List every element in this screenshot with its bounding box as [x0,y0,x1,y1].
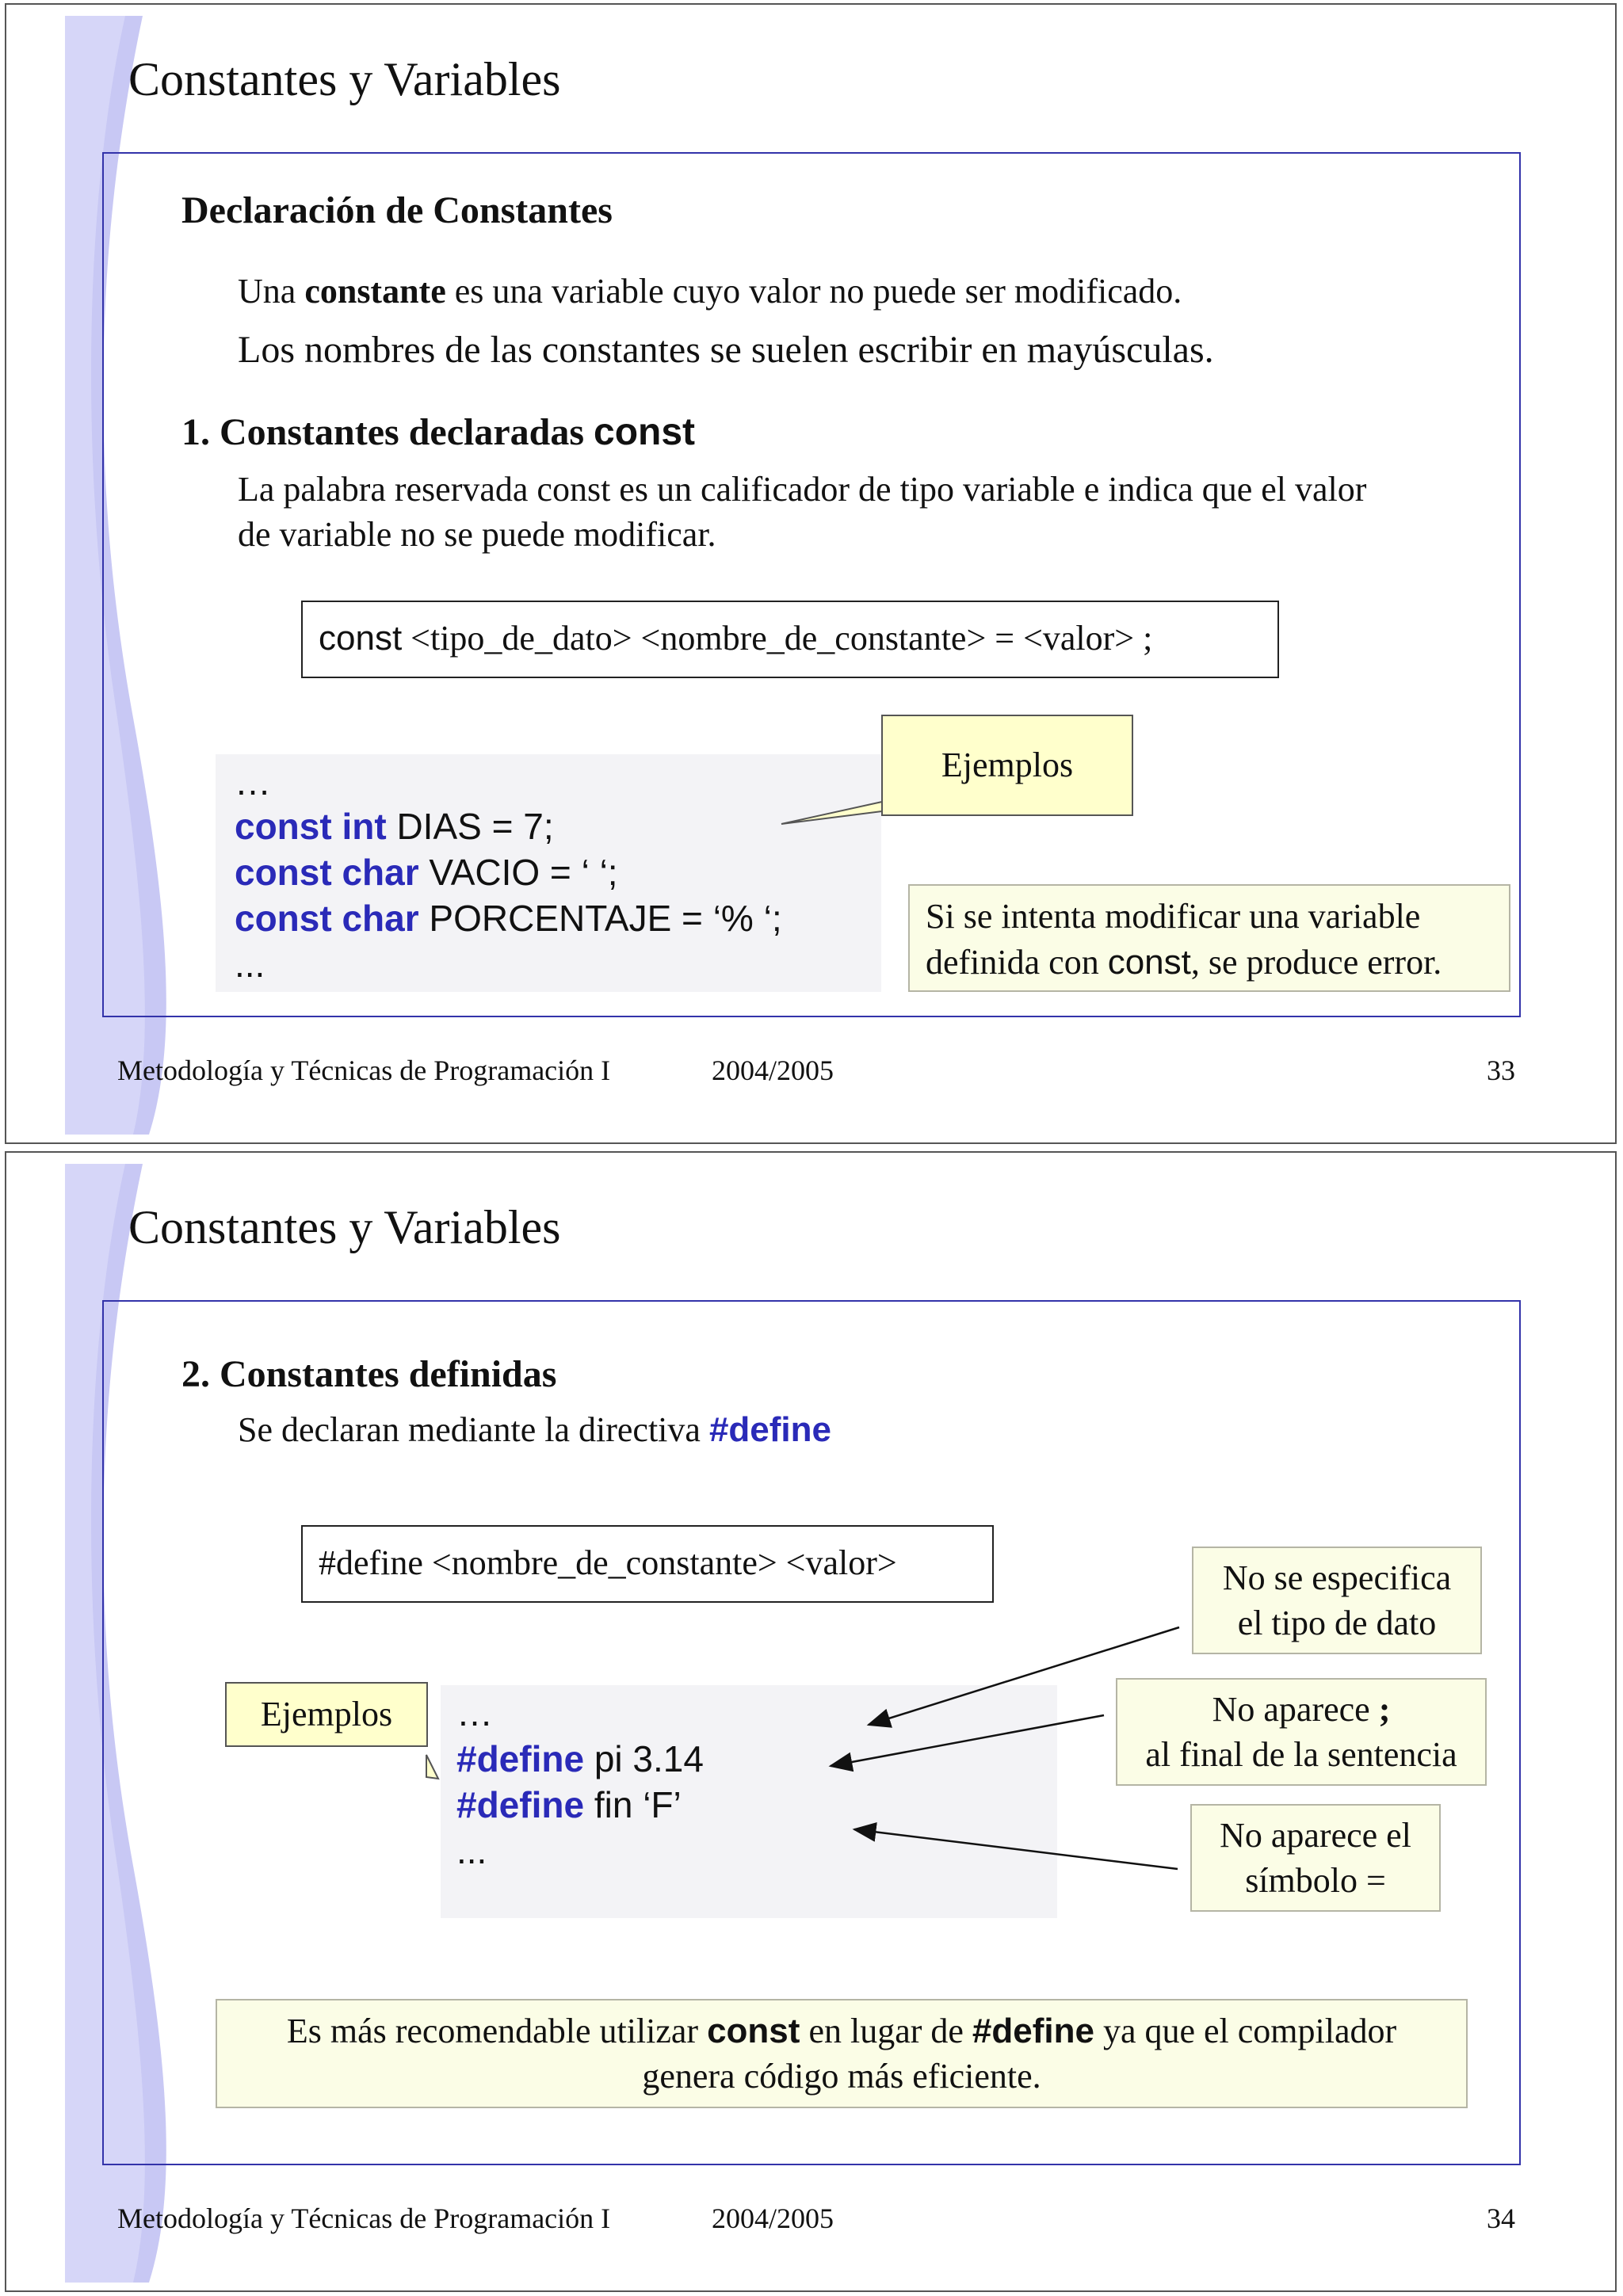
error-note-pre: definida con [926,943,1108,982]
error-note-keyword: const [1107,943,1191,982]
slide-title: Constantes y Variables [128,53,561,105]
code-line-ellipsis-top: … [456,1692,493,1733]
examples-callout: Ejemplos [225,1682,428,1747]
note-semicolon: ; [1378,1690,1391,1729]
code-rest: VACIO = ‘ ‘; [418,852,618,893]
recommendation-line-1 [217,2008,1466,2054]
subheading-keyword: const [594,411,696,453]
code-line-ellipsis-top: … [235,761,271,803]
code-keyword: const int [235,806,387,847]
examples-callout: Ejemplos [881,715,1133,816]
error-note-line-2 [926,940,1509,986]
definition-post: es una variable cuyo valor no puede ser modificado. [445,272,1182,311]
note-line-1: No se especifica [1222,1558,1452,1597]
code-rest: fin ‘F’ [584,1784,682,1825]
recommendation-note [216,1999,1468,2108]
code-keyword: #define [456,1784,585,1825]
code-keyword: const char [235,898,419,939]
code-line-ellipsis-bottom: ... [235,944,265,985]
note-line-1 [1117,1687,1485,1732]
slide-34 [5,1151,1617,2292]
recommendation-pre: Es más recomendable utilizar [286,2012,708,2050]
note-line-2: símbolo = [1245,1861,1386,1900]
section-heading: Declaración de Constantes [181,189,613,231]
directive-pre: Se declaran mediante la directiva [238,1410,709,1449]
code-rest: PORCENTAJE = ‘% ‘; [418,898,782,939]
slide-33 [5,3,1617,1144]
error-note-post: , se produce error. [1190,943,1442,982]
recommendation-post: ya que el compilador [1094,2012,1397,2050]
note-line-2: al final de la sentencia [1145,1735,1457,1774]
subheading-define: 2. Constantes definidas [181,1353,557,1395]
recommendation-mid: en lugar de [800,2012,972,2050]
footer-year: 2004/2005 [712,2203,834,2234]
note-no-semicolon [1116,1678,1487,1786]
slide-title: Constantes y Variables [128,1201,561,1253]
note-line-1: No aparece el [1220,1816,1411,1855]
error-note-line-1: Si se intenta modificar una variable [926,897,1421,936]
footer-page-number: 33 [1487,1055,1515,1086]
description-line-2: de variable no se puede modificar. [238,515,716,554]
code-keyword: const char [235,852,419,893]
subheading-text: 1. Constantes declaradas [181,411,594,453]
syntax-text: #define <nombre_de_constante> <valor> [319,1543,897,1582]
syntax-keyword: const [319,619,403,658]
note-text: No aparece [1212,1690,1379,1729]
code-rest: pi 3.14 [584,1738,704,1779]
footer-year: 2004/2005 [712,1055,834,1086]
note-no-data-type [1192,1547,1482,1654]
recommendation-keyword-define: #define [972,2012,1094,2050]
definition-bold: constante [304,272,446,311]
footer-course: Metodología y Técnicas de Programación I [117,2203,611,2234]
footer-course: Metodología y Técnicas de Programación I [117,1055,611,1086]
code-keyword: #define [456,1738,585,1779]
error-note [908,884,1510,992]
footer-page-number: 34 [1487,2203,1515,2234]
code-rest: DIAS = 7; [386,806,554,847]
definition-pre: Una [238,272,305,311]
description-line-1: La palabra reservada const es un calificador de tipo variable e indica que el valor [238,470,1367,509]
syntax-rest: <tipo_de_dato> <nombre_de_constante> = <valor> ; [402,619,1153,658]
names-text: Los nombres de las constantes se suelen escribir en mayúsculas. [238,329,1214,371]
note-no-equals [1190,1804,1441,1912]
note-line-2: el tipo de dato [1237,1604,1437,1642]
code-line-ellipsis-bottom: ... [456,1830,487,1871]
recommendation-line-2: genera código más eficiente. [642,2057,1041,2096]
recommendation-keyword-const: const [707,2012,800,2050]
directive-keyword: #define [708,1410,831,1449]
